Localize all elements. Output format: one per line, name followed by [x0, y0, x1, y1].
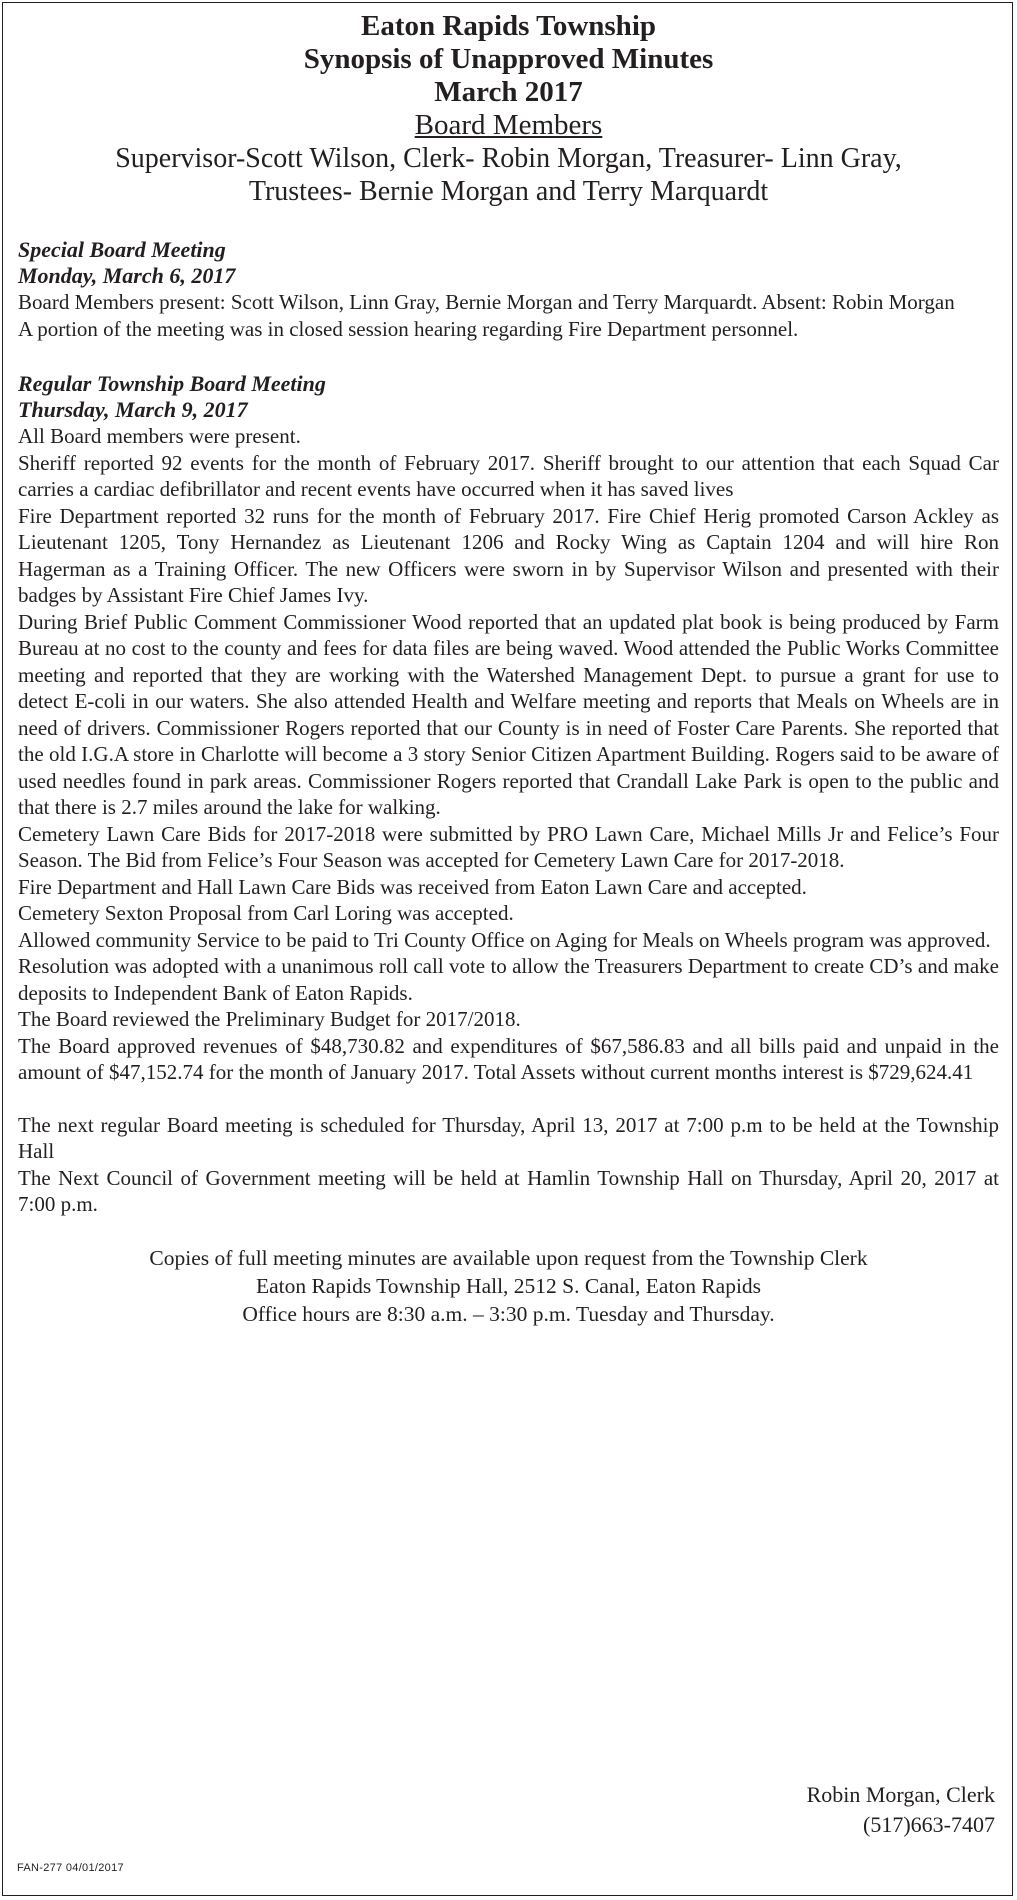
paragraph: Fire Department and Hall Lawn Care Bids was received from Eaton Lawn Care and accepted.	[18, 874, 807, 899]
footer-line: Copies of full meeting minutes are available upon request from the Township Clerk	[149, 1245, 868, 1270]
board-members-line: Supervisor-Scott Wilson, Clerk- Robin Morgan, Treasurer- Linn Gray,	[115, 143, 902, 174]
clerk-phone: (517)663-7407	[863, 1812, 995, 1837]
special-meeting-section	[18, 237, 999, 342]
township-name: Eaton Rapids Township	[361, 10, 656, 42]
notice-header	[18, 10, 999, 208]
paragraph: Sheriff reported 92 events for the month of February 2017. Sheriff brought to our attention that each Squad Car carries a cardiac defibrillator and recent events have occurred when it has saved lives	[18, 450, 999, 501]
clerk-name: Robin Morgan, Clerk	[806, 1782, 995, 1807]
paragraph: Resolution was adopted with a unanimous roll call vote to allow the Treasurers Department to create CD’s and make deposits to Independent Bank of Eaton Rapids.	[18, 954, 999, 1005]
paragraph: All Board members were present.	[18, 424, 301, 448]
paragraph: During Brief Public Comment Commissioner Wood reported that an updated plat book is being produced by Farm Bureau at no cost to the county and fees for data files are being waved. Wood attended the Public Works Committee meeting and reported that they are working with the Watershed Management Dept. to pursue a grant for use to detect E-coli in our waters. She also attended Health and Welfare meeting and reports that Meals on Wheels are in need of drivers. Commissioner Rogers reported that our County is in need of Foster Care Parents. She reported that the old I.G.A store in Charlotte will become a 3 story Senior Citizen Apartment Building. Rogers said to be aware of used needles found in park areas. Commissioner Rogers reported that Crandall Lake Park is open to the public and that there is 2.7 miles around the lake for walking.	[18, 609, 999, 819]
paragraph: The Board reviewed the Preliminary Budget for 2017/2018.	[18, 1007, 521, 1031]
paragraph: Allowed community Service to be paid to Tri County Office on Aging for Meals on Wheels program was approved.	[18, 927, 991, 952]
next-meetings-section	[18, 1112, 999, 1218]
section-title: Regular Township Board Meeting	[18, 371, 326, 396]
document-title: Synopsis of Unapproved Minutes	[303, 43, 714, 75]
footer-line: Eaton Rapids Township Hall, 2512 S. Canal, Eaton Rapids	[255, 1273, 762, 1298]
paragraph: A portion of the meeting was in closed session hearing regarding Fire Department personnel.	[18, 316, 799, 341]
paragraph: Cemetery Sexton Proposal from Carl Loring was accepted.	[18, 901, 514, 925]
section-date: Monday, March 6, 2017	[18, 263, 236, 288]
clerk-signature-block	[807, 1780, 995, 1840]
paragraph: Cemetery Lawn Care Bids for 2017-2018 were submitted by PRO Lawn Care, Michael Mills Jr and Felice’s Four Season. The Bid from Felice’s Four Season was accepted for Cemetery Lawn Care for 2017-2018.	[18, 821, 999, 872]
footer-notice	[18, 1244, 999, 1328]
document-date: March 2017	[434, 76, 583, 108]
paragraph: The Next Council of Government meeting will be held at Hamlin Township Hall on Thursday, April 20, 2017 at 7:00 p.m.	[18, 1165, 999, 1216]
spacer	[18, 1086, 999, 1112]
paragraph: The Board approved revenues of $48,730.82 and expenditures of $67,586.83 and all bills paid and unpaid in the amount of $47,152.74 for the month of January 2017. Total Assets without current months interest is $729,624.41	[18, 1033, 999, 1084]
paragraph: The next regular Board meeting is scheduled for Thursday, April 13, 2017 at 7:00 p.m to be held at the Township Hall	[18, 1112, 999, 1163]
form-code: FAN-277 04/01/2017	[17, 1862, 124, 1874]
board-members-heading: Board Members	[414, 109, 603, 141]
paragraph: Fire Department reported 32 runs for the month of February 2017. Fire Chief Herig promoted Carson Ackley as Lieutenant 1205, Tony Hernandez as Lieutenant 1206 and Rocky Wing as Captain 1204 and will hire Ron Hagerman as a Training Officer. The new Officers were sworn in by Supervisor Wilson and presented with their badges by Assistant Fire Chief James Ivy.	[18, 503, 999, 607]
paragraph: Board Members present: Scott Wilson, Linn Gray, Bernie Morgan and Terry Marquardt. Absent: Robin Morgan	[18, 290, 955, 314]
section-date: Thursday, March 9, 2017	[18, 397, 248, 422]
regular-meeting-section	[18, 371, 999, 1086]
notice-content	[18, 10, 999, 1328]
footer-line: Office hours are 8:30 a.m. – 3:30 p.m. Tuesday and Thursday.	[242, 1301, 775, 1326]
board-members-line: Trustees- Bernie Morgan and Terry Marquardt	[248, 176, 769, 207]
section-title: Special Board Meeting	[18, 237, 226, 262]
